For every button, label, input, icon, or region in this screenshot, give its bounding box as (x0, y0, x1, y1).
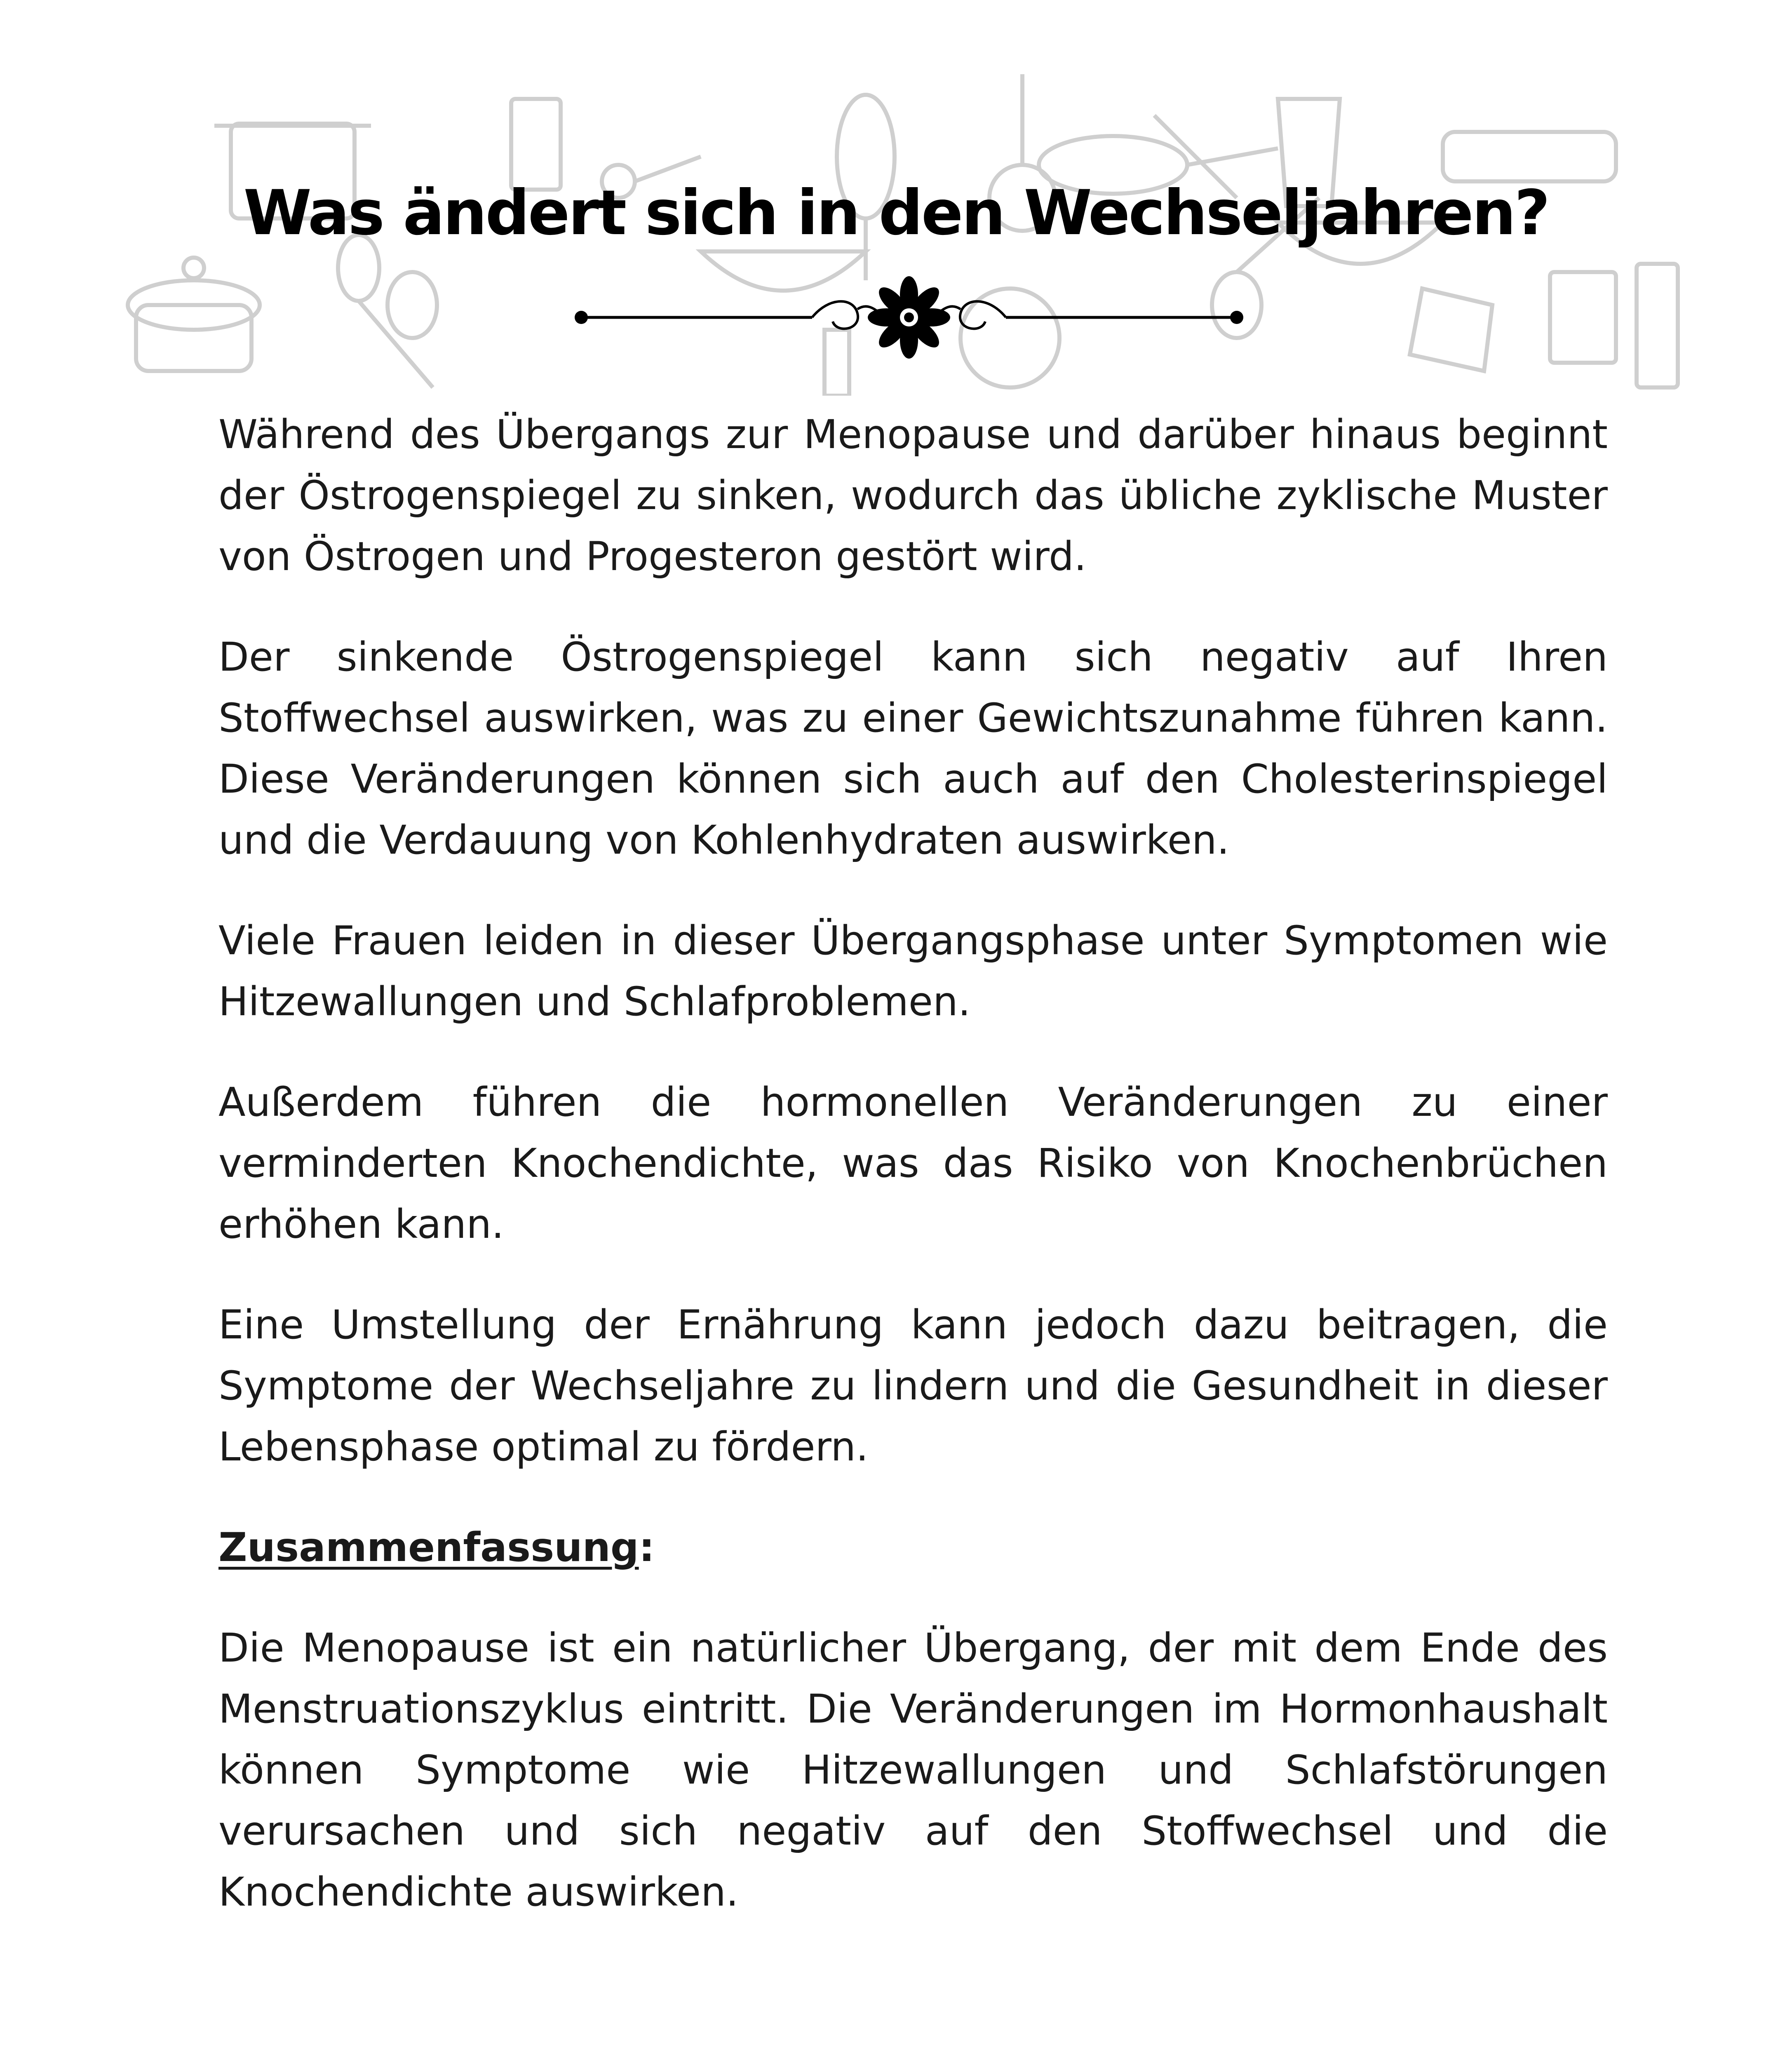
paragraph: Außerdem führen die hormonellen Veränderungen zu einer verminderten Knochendichte, was das Risiko von Knochenbrüchen erhöhen kann. (218, 1079, 1608, 1247)
page-title: Was ändert sich in den Wechseljahren? (243, 177, 1549, 249)
paragraph: Der sinkende Östrogenspiegel kann sich negativ auf Ihren Stoffwechsel auswirken, was zu einer Gewichtszunahme führen kann. Diese Veränderungen können sich auch auf den Cholesterinspiegel und die Verdauung von Kohlenhydraten auswirken. (218, 634, 1608, 863)
summary-paragraph: Die Menopause ist ein natürlicher Übergang, der mit dem Ende des Menstruationszyklus eintritt. Die Veränderungen im Hormonhaushalt können Symptome wie Hitzewallungen und Schlafstörungen verursachen und sich negativ auf den Stoffwechsel und die Knochendichte auswirken. (218, 1625, 1608, 1915)
summary-heading-text: Zusammenfassung (218, 1524, 639, 1570)
flourish-divider (573, 264, 1245, 371)
paragraph: Während des Übergangs zur Menopause und darüber hinaus beginnt der Östrogenspiegel zu sinken, wodurch das übliche zyklische Muster von Östrogen und Progesteron gestört wird. (218, 411, 1608, 580)
paragraph: Eine Umstellung der Ernährung kann jedoch dazu beitragen, die Symptome der Wechseljahre zu lindern und die Gesundheit in dieser Lebensphase optimal zu fördern. (218, 1302, 1608, 1470)
flourish-divider-icon (573, 264, 1245, 371)
paragraph: Viele Frauen leiden in dieser Übergangsphase unter Symptomen wie Hitzewallungen und Schlafproblemen. (218, 918, 1608, 1025)
summary-heading-colon: : (639, 1524, 655, 1570)
document-body (218, 404, 1608, 1962)
summary-heading (218, 1517, 1608, 1578)
